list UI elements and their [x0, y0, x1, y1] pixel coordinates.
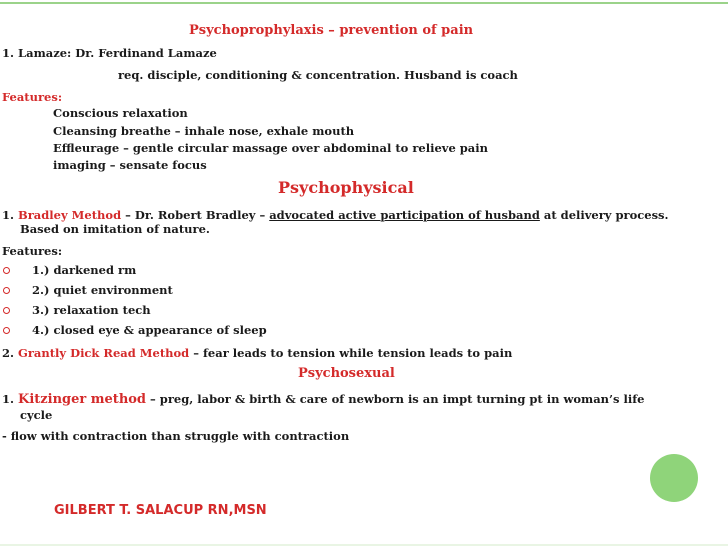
- lamaze-feature: imaging – sensate focus: [53, 158, 207, 172]
- lamaze-features-label: Features:: [2, 90, 63, 104]
- dick-read-number: 2.: [2, 346, 15, 360]
- footer-author: GILBERT T. SALACUP RN,MSN: [54, 503, 267, 518]
- title-psychoprophylaxis: Psychoprophylaxis – prevention of pain: [189, 23, 474, 38]
- bradley-features-label: Features:: [2, 244, 63, 258]
- lamaze-name: Lamaze: Dr. Ferdinand Lamaze: [18, 46, 217, 60]
- kitzinger-rest: – preg, labor & birth & care of newborn is an impt turning pt in woman’s life: [150, 392, 645, 406]
- dick-read-line: [2, 346, 512, 360]
- bradley-rest: at delivery process.: [543, 208, 669, 222]
- dick-read-method-name: Grantly Dick Read Method: [18, 346, 190, 360]
- lamaze-feature: Effleurage – gentle circular massage over abdominal to relieve pain: [53, 141, 488, 155]
- lamaze-feature: Cleansing breathe – inhale nose, exhale mouth: [53, 124, 355, 138]
- kitzinger-number: 1.: [2, 392, 15, 406]
- bradley-feature: 2.) quiet environment: [32, 283, 173, 297]
- bullet-icon: [3, 267, 10, 274]
- bradley-number: 1.: [2, 208, 15, 222]
- bradley-underlined-text: advocated active participation of husband: [269, 208, 540, 222]
- bradley-author: – Dr. Robert Bradley –: [125, 208, 266, 222]
- top-divider: [0, 2, 728, 4]
- bullet-icon: [3, 307, 10, 314]
- kitzinger-line2: cycle: [20, 408, 53, 422]
- bradley-feature: 4.) closed eye & appearance of sleep: [32, 323, 267, 337]
- bradley-heading: [2, 208, 669, 222]
- title-psychophysical: Psychophysical: [278, 178, 414, 197]
- bradley-feature: 3.) relaxation tech: [32, 303, 151, 317]
- bullet-icon: [3, 287, 10, 294]
- title-psychosexual: Psychosexual: [298, 366, 395, 381]
- bullet-icon: [3, 327, 10, 334]
- flow-line: - flow with contraction than struggle with contraction: [2, 429, 350, 443]
- bradley-method-name: Bradley Method: [18, 208, 122, 222]
- bradley-line2: Based on imitation of nature.: [20, 222, 210, 236]
- kitzinger-method-name: Kitzinger method: [18, 392, 147, 407]
- lamaze-number: 1.: [2, 46, 15, 60]
- bradley-feature: 1.) darkened rm: [32, 263, 137, 277]
- lamaze-requirements: req. disciple, conditioning & concentration. Husband is coach: [118, 68, 518, 82]
- green-circle-decoration: [650, 454, 698, 502]
- kitzinger-heading: [2, 392, 645, 407]
- lamaze-feature: Conscious relaxation: [53, 106, 188, 120]
- lamaze-heading: [2, 46, 217, 60]
- dick-read-rest: – fear leads to tension while tension leads to pain: [193, 346, 513, 360]
